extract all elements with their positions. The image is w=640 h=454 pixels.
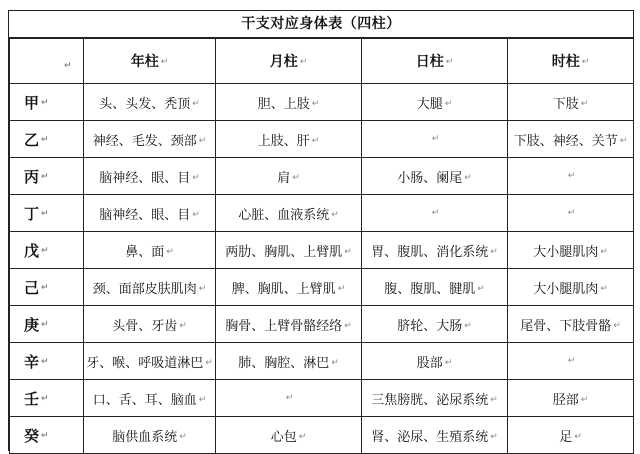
table-cell <box>216 269 362 306</box>
paragraph-mark: ↵ <box>192 173 200 183</box>
stem-cell <box>10 232 84 269</box>
cell-text: 头骨、牙齿 <box>112 318 178 334</box>
table-cell <box>362 417 508 454</box>
cell-text: 大小腿肌肉 <box>533 244 599 260</box>
table-cell <box>508 306 634 343</box>
table-cell <box>216 306 362 343</box>
stem-label: 癸 <box>24 426 40 445</box>
header-row <box>10 39 634 84</box>
cell-text: 胆、上肢 <box>257 96 310 112</box>
stem-cell <box>10 195 84 232</box>
table-cell <box>84 343 216 380</box>
paragraph-mark: ↵ <box>574 432 582 442</box>
cell-text: 肺、胸腔、淋巴 <box>238 355 330 371</box>
paragraph-mark: ↵ <box>285 393 294 403</box>
table-cell <box>84 121 216 158</box>
cell-text: 脑供血系统 <box>112 429 178 445</box>
table-row <box>10 269 634 306</box>
paragraph-mark: ↵ <box>64 61 72 71</box>
paragraph-mark: ↵ <box>600 247 608 257</box>
paragraph-mark: ↵ <box>41 98 49 108</box>
paragraph-mark: ↵ <box>179 321 187 331</box>
paragraph-mark: ↵ <box>431 134 440 144</box>
cell-text: 下肢、神经、关节 <box>513 133 618 149</box>
document-sheet <box>8 10 634 451</box>
table-cell <box>362 195 508 232</box>
cell-text: 股部 <box>416 355 443 371</box>
table-cell <box>84 232 216 269</box>
paragraph-mark: ↵ <box>41 431 49 441</box>
stem-cell <box>10 121 84 158</box>
table-row <box>10 195 634 232</box>
table-cell <box>508 380 634 417</box>
paragraph-mark: ↵ <box>298 432 307 442</box>
cell-text: 神经、毛发、颈部 <box>92 133 197 149</box>
stem-cell <box>10 269 84 306</box>
stem-cell <box>10 343 84 380</box>
cell-text: 下肢 <box>552 96 579 112</box>
cell-text: 足 <box>559 429 573 445</box>
paragraph-mark: ↵ <box>337 284 346 294</box>
stem-label: 甲 <box>24 93 40 112</box>
table-cell <box>84 306 216 343</box>
paragraph-mark: ↵ <box>600 284 608 294</box>
cell-text: 两肋、胸肌、上臂肌 <box>225 244 343 260</box>
paragraph-mark: ↵ <box>490 432 498 442</box>
paragraph-mark: ↵ <box>192 99 200 109</box>
table-cell <box>508 84 634 121</box>
table-row <box>10 232 634 269</box>
paragraph-mark: ↵ <box>41 135 49 145</box>
paragraph-mark: ↵ <box>344 321 352 331</box>
paragraph-mark: ↵ <box>41 394 49 404</box>
table-cell <box>362 343 508 380</box>
paragraph-mark: ↵ <box>198 284 207 294</box>
cell-text: 小肠、阑尾 <box>397 170 463 186</box>
stem-label: 庚 <box>24 315 40 334</box>
table-cell <box>84 158 216 195</box>
cell-text: 鼻、面 <box>125 244 165 260</box>
paragraph-mark: ↵ <box>41 246 49 256</box>
paragraph-mark: ↵ <box>331 210 339 220</box>
table-cell <box>84 269 216 306</box>
paragraph-mark: ↵ <box>198 395 207 405</box>
header-month-pillar: 月柱 ↵ <box>216 39 362 84</box>
cell-text: 大小腿肌肉 <box>533 281 599 297</box>
stem-cell <box>10 417 84 454</box>
stem-cell <box>10 380 84 417</box>
paragraph-mark: ↵ <box>205 358 213 368</box>
table-cell <box>216 232 362 269</box>
cell-text: 心脏、血液系统 <box>238 207 330 223</box>
table-cell <box>508 195 634 232</box>
stem-label: 戊 <box>24 241 40 260</box>
table-cell <box>508 158 634 195</box>
table-title <box>9 11 633 39</box>
cell-text: 腹、腹肌、腱肌 <box>384 281 476 297</box>
header-hour-pillar: 时柱 ↵ <box>508 39 634 84</box>
cell-text: 脾、胸肌、上臂肌 <box>231 281 336 297</box>
table-row <box>10 417 634 454</box>
paragraph-mark: ↵ <box>179 432 187 442</box>
table-cell <box>216 380 362 417</box>
stem-label: 乙 <box>24 130 40 149</box>
paragraph-mark: ↵ <box>292 173 300 183</box>
cell-text: 肾、泌尿、生殖系统 <box>371 429 489 445</box>
table-cell <box>216 121 362 158</box>
cell-text: 三焦膀胱、泌尿系统 <box>371 392 489 408</box>
stem-label: 丙 <box>24 167 40 186</box>
table-cell <box>84 195 216 232</box>
stem-cell <box>10 158 84 195</box>
table-cell <box>508 343 634 380</box>
paragraph-mark: ↵ <box>331 358 339 368</box>
table-cell <box>362 269 508 306</box>
paragraph-mark: ↵ <box>490 247 498 257</box>
paragraph-mark: ↵ <box>464 321 472 331</box>
paragraph-mark: ↵ <box>41 357 49 367</box>
cell-text: 脑神经、眼、目 <box>99 207 191 223</box>
paragraph-mark: ↵ <box>444 358 453 368</box>
header-day-pillar: 日柱 ↵ <box>362 39 508 84</box>
cell-text: 头、头发、秃顶 <box>99 96 191 112</box>
body-correspondence-table <box>9 39 634 454</box>
paragraph-mark: ↵ <box>619 136 628 146</box>
cell-text: 上肢、肝 <box>257 133 310 149</box>
paragraph-mark: ↵ <box>311 136 320 146</box>
table-row <box>10 84 634 121</box>
paragraph-mark: ↵ <box>567 171 576 181</box>
paragraph-mark: ↵ <box>192 210 200 220</box>
table-cell <box>84 417 216 454</box>
paragraph-mark: ↵ <box>41 283 49 293</box>
table-cell <box>362 380 508 417</box>
cell-text: 脐轮、大肠 <box>397 318 463 334</box>
stem-label: 丁 <box>24 204 40 223</box>
table-cell <box>84 84 216 121</box>
table-title-text: 干支对应身体表（四柱） <box>241 16 401 32</box>
table-body <box>10 84 634 454</box>
header-year-pillar: 年柱 ↵ <box>84 39 216 84</box>
cell-text: 心包 <box>270 429 297 445</box>
paragraph-mark: ↵ <box>567 356 576 366</box>
table-cell <box>216 158 362 195</box>
cell-text: 肩 <box>277 170 291 186</box>
stem-cell <box>10 306 84 343</box>
cell-text: 胃、腹肌、消化系统 <box>371 244 489 260</box>
table-cell <box>508 232 634 269</box>
paragraph-mark: ↵ <box>41 209 49 219</box>
table-cell <box>362 121 508 158</box>
table-cell <box>216 195 362 232</box>
cell-text: 口、舌、耳、脑血 <box>92 392 197 408</box>
cell-text: 脑神经、眼、目 <box>99 170 191 186</box>
table-row <box>10 158 634 195</box>
stem-label: 己 <box>24 278 40 297</box>
table-cell <box>216 84 362 121</box>
cell-text: 胸骨、上臂骨骼经络 <box>225 318 343 334</box>
paragraph-mark: ↵ <box>344 247 352 257</box>
table-cell <box>362 84 508 121</box>
paragraph-mark: ↵ <box>41 172 49 182</box>
table-cell <box>84 380 216 417</box>
stem-label: 辛 <box>24 352 40 371</box>
paragraph-mark: ↵ <box>567 208 576 218</box>
corner-cell <box>10 39 84 84</box>
table-row <box>10 343 634 380</box>
paragraph-mark: ↵ <box>464 173 472 183</box>
cell-text: 尾骨、下肢骨骼 <box>520 318 612 334</box>
paragraph-mark: ↵ <box>490 395 498 405</box>
stem-label: 壬 <box>24 389 40 408</box>
table-cell <box>216 343 362 380</box>
cell-text: 胫部 <box>552 392 579 408</box>
paragraph-mark: ↵ <box>444 99 453 109</box>
cell-text: 颈、面部皮肤肌肉 <box>92 281 197 297</box>
paragraph-mark: ↵ <box>41 320 49 330</box>
table-cell <box>508 417 634 454</box>
table-cell <box>508 121 634 158</box>
paragraph-mark: ↵ <box>198 136 207 146</box>
paragraph-mark: ↵ <box>477 284 485 294</box>
stem-cell <box>10 84 84 121</box>
table-cell <box>216 417 362 454</box>
table-cell <box>362 306 508 343</box>
paragraph-mark: ↵ <box>580 99 589 109</box>
table-row <box>10 121 634 158</box>
paragraph-mark: ↵ <box>166 247 174 257</box>
table-row <box>10 380 634 417</box>
cell-text: 大腿 <box>416 96 443 112</box>
table-cell <box>508 269 634 306</box>
table-cell <box>362 232 508 269</box>
paragraph-mark: ↵ <box>580 395 589 405</box>
table-row <box>10 306 634 343</box>
paragraph-mark: ↵ <box>311 99 320 109</box>
paragraph-mark: ↵ <box>431 208 440 218</box>
paragraph-mark: ↵ <box>613 321 621 331</box>
table-cell <box>362 158 508 195</box>
cell-text: 牙、喉、呼吸道淋巴 <box>86 355 204 371</box>
